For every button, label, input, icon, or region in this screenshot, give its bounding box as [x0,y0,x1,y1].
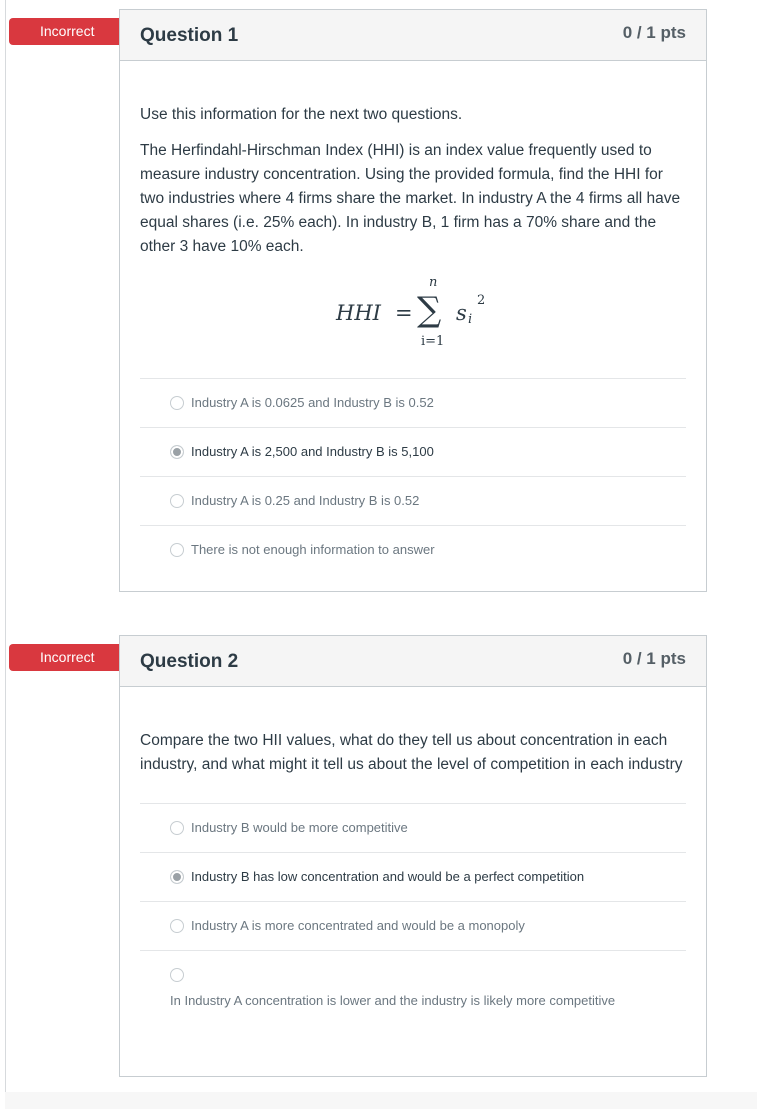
answer-list [140,378,686,574]
formula-lhs: HHI [336,301,381,325]
radio-button[interactable] [170,494,184,508]
sigma-symbol: ∑ [417,290,442,330]
question-header [120,636,706,687]
incorrect-badge [9,18,123,45]
answer-option[interactable] [140,951,686,1025]
question-title: Question 2 [140,651,239,672]
incorrect-badge [9,644,123,671]
radio-button[interactable] [170,968,184,982]
left-border [5,0,6,1109]
question-intro: Use this information for the next two questions. [140,106,463,123]
formula-subscript: i [468,312,473,327]
question-2 [119,635,707,1077]
question-body: Compare the two HII values, what do they tell us about concentration in each industry, and what might it tell us about the level of competition in each industry [140,732,683,773]
answer-label: There is not enough information to answer [191,542,435,557]
answer-option-selected[interactable] [140,853,686,902]
page-bottom [5,1092,757,1109]
hhi-formula [120,271,706,367]
radio-button[interactable] [170,543,184,557]
formula-upper-limit: n [429,275,438,290]
radio-button[interactable] [170,821,184,835]
answer-label: In Industry A concentration is lower and the industry is likely more competitive [170,993,616,1008]
answer-label: Industry A is 0.25 and Industry B is 0.52 [191,493,420,508]
answer-label: Industry B has low concentration and would be a perfect competition [191,869,585,884]
answer-label: Industry A is 0.0625 and Industry B is 0.52 [191,395,434,410]
answer-label: Industry A is more concentrated and would be a monopoly [191,918,525,933]
answer-list [140,803,686,1025]
formula-equals: = [395,301,413,325]
formula-lower-limit: i=1 [421,334,445,349]
question-text [120,61,706,259]
answer-label: Industry B would be more competitive [191,820,408,835]
answer-option[interactable] [140,477,686,526]
question-1 [119,9,707,592]
question-text [120,687,706,777]
answer-option[interactable] [140,902,686,951]
formula-term: s [456,301,467,325]
question-points: 0 / 1 pts [622,23,686,42]
radio-button-checked[interactable] [170,870,184,884]
answer-option[interactable] [140,526,686,574]
answer-option[interactable] [140,804,686,853]
formula-exponent: 2 [477,293,486,308]
question-header [120,10,706,61]
radio-button[interactable] [170,919,184,933]
question-body: The Herfindahl-Hirschman Index (HHI) is an index value frequently used to measure industry concentration. Using the provided formula, find the HHI for two industries where 4 firms share the market. In industry A the 4 firms all have equal shares (i.e. 25% each). In industry B, 1 firm has a 70% share and the other 3 have 10% each. [140,142,681,255]
answer-label: Industry A is 2,500 and Industry B is 5,100 [191,444,434,459]
badge-label: Incorrect [40,649,95,665]
answer-option-selected[interactable] [140,428,686,477]
answer-option[interactable] [140,379,686,428]
badge-label: Incorrect [40,23,95,39]
radio-button[interactable] [170,396,184,410]
question-points: 0 / 1 pts [622,649,686,668]
radio-button-checked[interactable] [170,445,184,459]
question-title: Question 1 [140,25,239,46]
